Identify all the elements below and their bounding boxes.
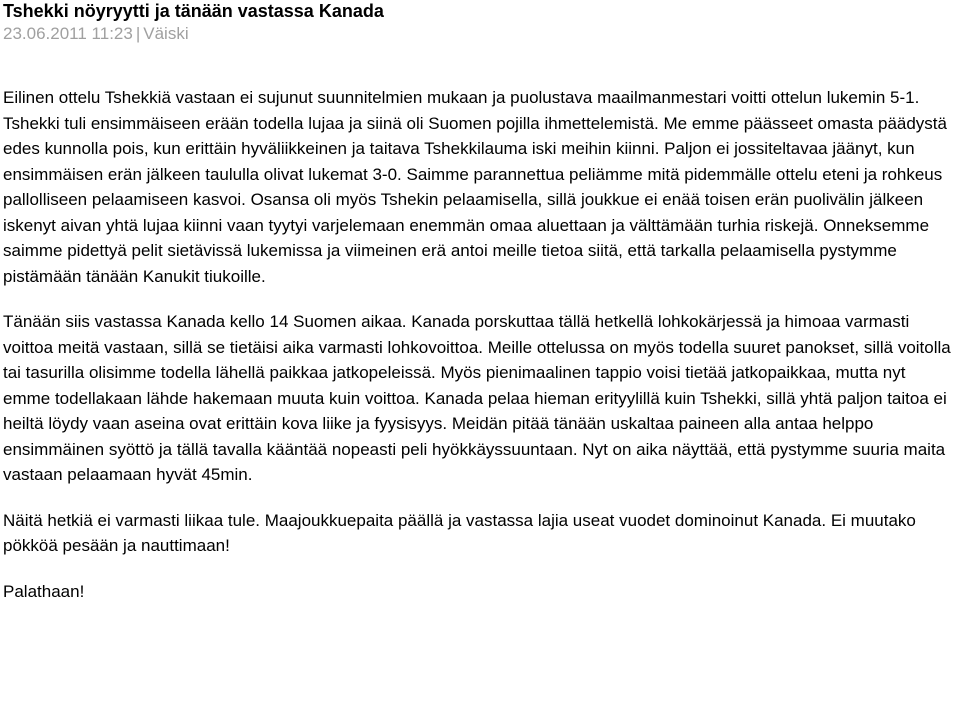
paragraph-4: Palathaan! <box>3 581 85 601</box>
post-date: 23.06.2011 11:23 <box>3 24 133 43</box>
article-meta <box>3 23 955 45</box>
paragraph-1: Eilinen ottelu Tshekkiä vastaan ei sujunut suunnitelmien mukaan ja puolustava maailmanmestari voitti ottelun lukemin 5-1. Tshekki tuli ensimmäiseen erään todella lujaa ja siinä oli Suomen pojilla ihmettelemistä. Me emme päässeet omasta päädystä edes kunnolla pois, kun erittäin hyväliikkeinen ja taitava Tshekkilauma iski meihin kiinni. Paljon ei jossiteltavaa jäänyt, kun ensimmäisen erän jälkeen taululla olivat lukemat 3-0. Saimme parannettua peliämme mitä pidemmälle ottelu eteni ja rohkeus pallolliseen pelaamiseen kasvoi. Osansa oli myös Tshekin pelaamisella, sillä joukkue ei enää toisen erän puolivälin jälkeen iskenyt aivan yhtä lujaa kiinni vaan tyytyi varjelemaan enemmän omaa aluettaan ja välttämään turhia riskejä. Onneksemme saimme pidettyä pelit sietävissä lukemissa ja viimeinen erä antoi meille tietoa siitä, että tarkalla pelaamisella pystymme pistämään tänään Kanukit tiukoille. <box>3 88 947 286</box>
article-body <box>3 85 955 604</box>
post-author: Väiski <box>143 24 189 43</box>
paragraph-3: Näitä hetkiä ei varmasti liikaa tule. Maajoukkuepaita päällä ja vastassa lajia useat vuodet dominoinut Kanada. Ei muutako pökköä pesään ja nauttimaan! <box>3 510 916 555</box>
article <box>3 0 955 624</box>
meta-separator: | <box>135 24 141 43</box>
article-title: Tshekki nöyryytti ja tänään vastassa Kanada <box>3 1 384 21</box>
paragraph-2: Tänään siis vastassa Kanada kello 14 Suomen aikaa. Kanada porskuttaa tällä hetkellä lohkokärjessä ja himoaa varmasti voittoa meitä vastaan, sillä se tietäisi aika varmasti lohkovoittoa. Meille ottelussa on myös todella suuret panokset, sillä voitolla tai tasurilla olisimme todella lähellä paikkaa jatkopeleissä. Myös pienimaalinen tappio voisi tietää jatkopaikkaa, mutta nyt emme todellakaan lähde hakemaan muuta kuin voittoa. Kanada pelaa hieman erityylillä kuin Tshekki, sillä yhtä paljon taitoa ei heiltä löydy vaan aseina ovat erittäin kova liike ja fyysisyys. Meidän pitää tänään uskaltaa paineen alla antaa helppo ensimmäinen syöttö ja tällä tavalla kääntää nopeasti peli hyökkäyssuuntaan. Nyt on aika näyttää, että pystymme suuria maita vastaan pelaamaan hyvät 45min. <box>3 312 951 484</box>
